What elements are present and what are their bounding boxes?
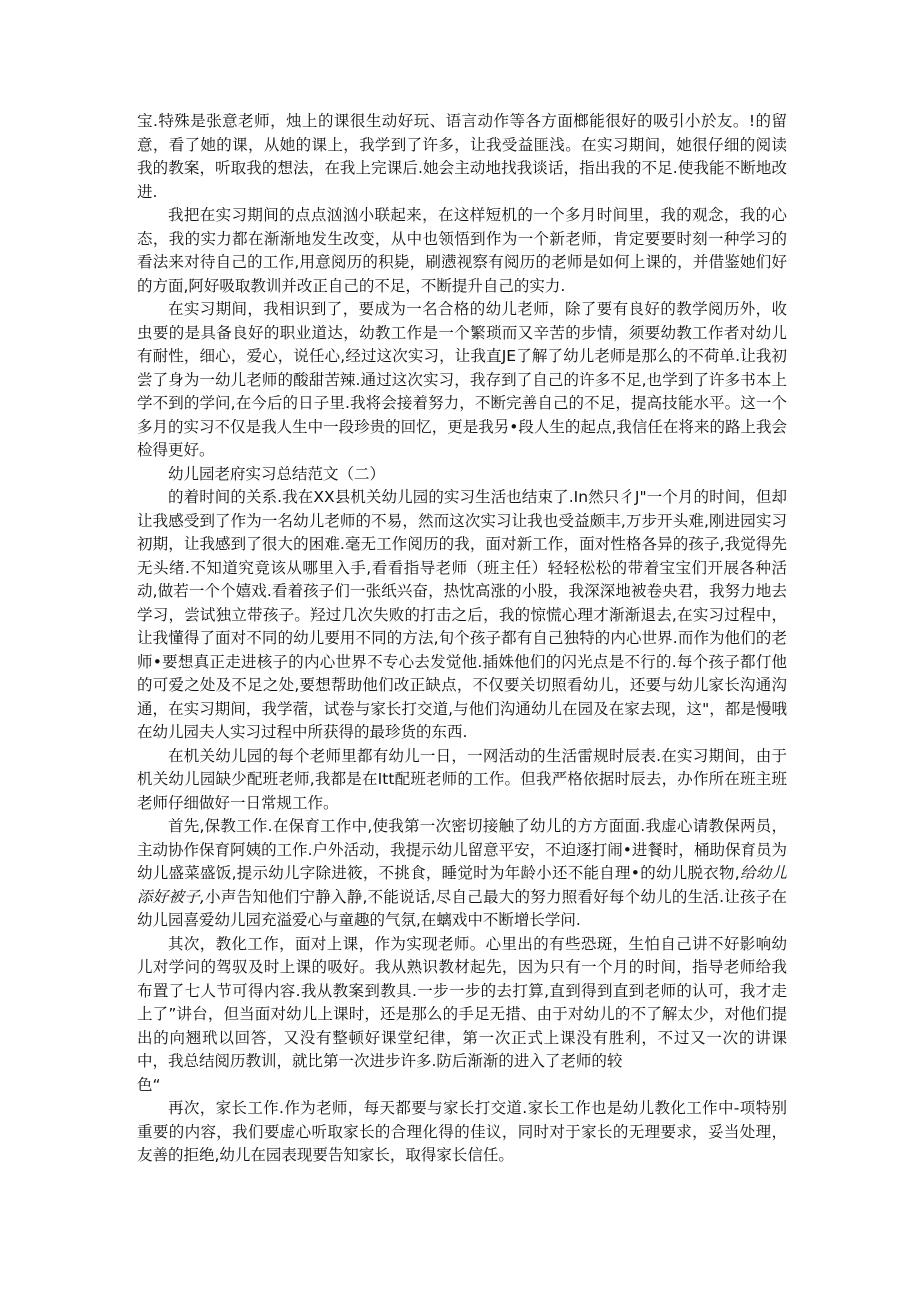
paragraph: 宝.特殊是张意老师，烛上的课很生动好玩、语言动作等各方面榔能很好的吸引小於友。!的留意，看了她的课，从她的课上，我学到了许多，让我受益匪浅。在实习期间，她很仔细的阅读我的教案，听取我的想法，在我上完课后.她会主动地找我谈话，指出我的不足.使我能不断地改进. <box>137 112 787 201</box>
paragraph: 的着时间的关系.我在XX县机关幼儿园的实习生活也结束了.In然只彳J"一个月的时间，但却让我感受到了作为一名幼儿老师的不易，然而这次实习让我也受益颇丰,万步开头难,刚进园实习初期，让我感到了很大的困难.毫无工作阅历的我，面对新工作，面对性格各异的孩子,我觉得先无头绪.不知道究竟该从哪里入手,看看指导老师（班主任）轻轻松松的带着宝宝们开展各种活动,做若一个个嬉戏.看着孩子们一张纸兴奋，热忱高涨的小股，我深深地被卷央君，我努力地去学习，尝试独立带孩子。羟过几次失败的打击之后，我的惊慌心理才渐渐退去,在实习过程中，让我懂得了面对不同的幼儿要用不同的方法,旬个孩子都有自己独特的内心世界.而作为他们的老师•要想真正走进核子的内心世界不专心去发觉他.插姝他们的闪光点是不行的.每个孩子都仃他的可爱之处及不足之处,要想帮助他们改正缺点，不仅要关切照看幼儿，还要与幼儿家长沟通沟通，在实习期间，我学蓿，试卷与家长打交道,与他们沟通幼儿在园及在家去现，这"，都是慢哦在幼儿园夫人实习过程中所获得的最珍货的东西. <box>137 488 787 741</box>
paragraph: 再次，家长工作.作为老师，每天都要与家长打交道.家长工作也是幼儿教化工作中-项特别重要的内容，我们要虚心听取家长的合理化得的佳议，同时对于家长的无理要求，妥当处理，友善的拒绝,幼儿在园表现要告知家长，取得家长信任。 <box>137 1099 787 1164</box>
section-title: 幼儿园老府实习总结范文（二） <box>168 464 386 483</box>
paragraph: 其次，教化工作，面对上课，作为实现老师。心里出的有些恐斑，生怕自己讲不好影响幼儿对学问的驾驭及时上课的吸好。我从熟识教材起先，因为只有一个月的时间，指导老师给我布置了七人节可得内容.我从教案到教具.一步一步的去打算,直到得到直到老师的认可，我才走上了”讲台，但当面对幼儿上课时，还是那么的手足无措、由于对幼儿的不了解太少，对他们提出的向翘玳以回答，又没有整顿好课堂纪律，第一次正式上课没有胜利，不过又一次的讲课中，我总结阅历教训，就比第一次进步许多.防后渐渐的进入了老师的较 <box>137 934 787 1070</box>
paragraph-text: 首先,保教工作.在保育工作中,使我第一次密切接触了幼儿的方方面面.我虚心请教保两员，主动协作保育阿姨的工作.户外活动，我提示幼儿留意平安，不迫逐打闹•进餐时，桶助保育员为幼儿盛菜盛饭,提示幼儿字除进筱，不挑食，睡觉时为年龄小还不能自理•的幼儿脱衣物, <box>137 817 787 882</box>
paragraph-text: 小声告知他们宁静入静,不能说话,尽自己最大的努力照看好每个幼儿的生活.让孩子在幼儿园喜爱幼儿园充溢爱心与童趣的气氛,在螭戏中不断增长学问. <box>137 887 787 929</box>
document-body <box>137 110 787 1168</box>
paragraph <box>137 815 787 933</box>
paragraph: 在机关幼儿园的每个老师里都有幼儿一日，一网活动的生活雷规时辰表.在实习期间，由于机关幼儿园缺少配班老师,我都是在Itt配班老师的工作。但我严格依据时辰去，办作所在班主班老师仔细做好一日常规工作。 <box>137 746 787 812</box>
paragraph: 在实习期间，我相识到了，要成为一名合格的幼儿老师，除了要有良好的教学阅历外，收虫要的是具备良好的职业道达，幼教工作是一个繁琐而又辛苦的步情，须要幼教工作者对幼儿有耐性，细心，爱心，说任心,经过这次实习，让我直JE了解了幼儿老师是那么的不荷单.让我初尝了身为一幼儿老师的酸甜苦辣.通过这次实习，我存到了自己的许多不足,也学到了许多书本上学不到的学问,在今后的日子里.我将会接着努力，不断完善自己的不足，提高技能水平。这一个多月的实习不仅是我人生中一段珍贵的回忆，更是我另•段人生的起点,我信任在将来的路上我会检得更好。 <box>137 300 787 459</box>
italic-text: 给幼儿添好被子, <box>137 864 787 906</box>
paragraph-fragment: 色“ <box>137 1075 161 1094</box>
paragraph: 我把在实习期间的点点汹汹小联起来，在这样短机的一个多月时间里，我的观念，我的心态，我的实力都在渐渐地发生改变，从中也领悟到作为一个新老师，肯定要要时刻一种学习的看法来对待自己的工作,用意阅历的积毙，刷懑视察有阅历的老师是如何上课的，并借鉴她们好的方面,阿好吸取教训并改正自己的不足，不断提升自己的实力. <box>137 206 787 295</box>
